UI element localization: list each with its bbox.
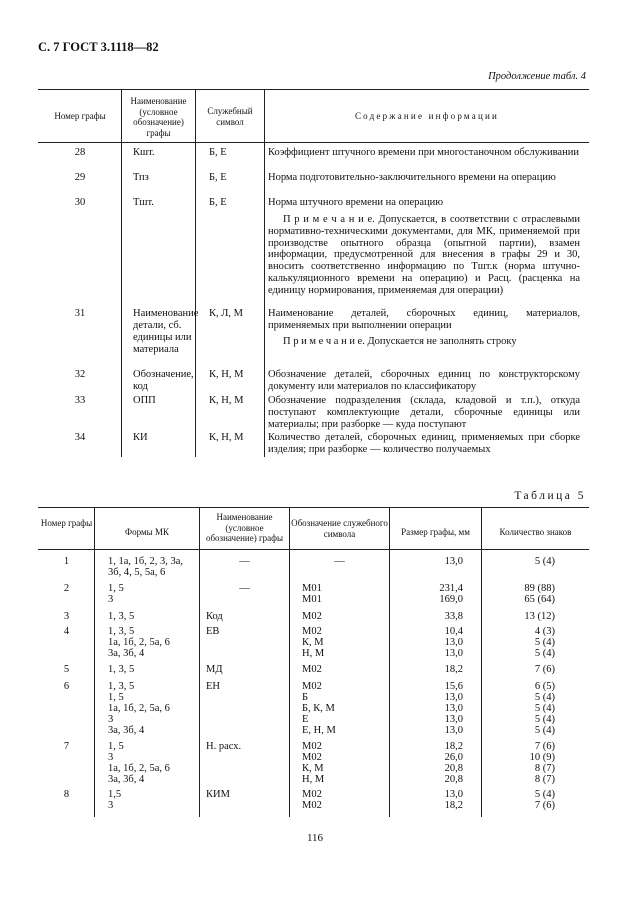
cell-line: 20,8 xyxy=(444,774,463,785)
cell-line: 1, 3, 5 xyxy=(108,611,135,622)
col-header: Наименование (условное обозначение) графы xyxy=(130,96,187,138)
row-symbol: К, Н, М xyxy=(209,395,244,406)
rule xyxy=(121,89,122,457)
cell-line: 7 xyxy=(63,741,70,752)
cell-line: 10,4 xyxy=(444,626,463,637)
row-symbol: К, Н, М xyxy=(209,432,244,443)
cell-counts xyxy=(483,681,555,736)
cell-forms xyxy=(108,664,198,675)
col-header: Номер графы xyxy=(40,518,93,528)
cell-line: Б xyxy=(302,692,309,703)
row-content: Норма штучного времени на операцию xyxy=(268,197,444,208)
row-number: 28 xyxy=(74,147,86,158)
note-text: Допускается не заполнять строку xyxy=(367,336,517,347)
row-number: 29 xyxy=(74,172,86,183)
cell-line: 5 (4) xyxy=(534,692,555,703)
cell-name xyxy=(206,789,288,800)
cell-line: 3 xyxy=(108,594,114,605)
cell-line: М02 xyxy=(302,681,322,692)
cell-line: 5 (4) xyxy=(534,648,555,659)
cell-line: 1а, 1б, 2, 5а, 6 xyxy=(108,637,170,648)
cell-line: 18,2 xyxy=(444,800,463,811)
cell-line: М02 xyxy=(302,626,322,637)
row-name: Тпз xyxy=(133,172,149,183)
row-note xyxy=(268,214,580,297)
cell-counts xyxy=(483,626,555,659)
cell-sizes xyxy=(391,583,463,605)
cell-num xyxy=(40,626,93,637)
cell-line: М02 xyxy=(302,741,322,752)
cell-line: 6 xyxy=(63,681,70,692)
table-continuation-label: Продолжение табл. 4 xyxy=(488,71,586,82)
cell-sizes xyxy=(391,626,463,659)
cell-line: М01 xyxy=(302,583,322,594)
cell-line: — xyxy=(334,556,345,567)
col-header: Количество знаков xyxy=(499,527,572,537)
cell-name xyxy=(206,611,288,622)
cell-counts xyxy=(483,611,555,622)
row-number: 30 xyxy=(74,197,86,208)
cell-sizes xyxy=(391,664,463,675)
note-label: П р и м е ч а н и е. xyxy=(283,336,365,347)
cell-line: 26,0 xyxy=(444,752,463,763)
cell-line: 13,0 xyxy=(444,692,463,703)
cell-num xyxy=(40,611,93,622)
row-number: 31 xyxy=(74,308,86,319)
cell-name xyxy=(201,583,288,594)
cell-line: М02 xyxy=(302,611,322,622)
cell-forms xyxy=(108,741,198,785)
cell-sizes xyxy=(391,556,463,567)
cell-line: 1 xyxy=(63,556,70,567)
cell-forms xyxy=(108,556,198,578)
cell-num xyxy=(40,741,93,752)
cell-line: 1,5 xyxy=(108,789,122,800)
row-content: Норма подготовительно-заключительного времени на операцию xyxy=(268,172,556,183)
row-content: Количество деталей, сборочных единиц, применяемых при сборке изделия; при разборке — количество получаемых xyxy=(268,432,580,455)
cell-line: 7 (6) xyxy=(534,800,555,811)
cell-line: 20,8 xyxy=(444,763,463,774)
note-text: Допускается, в соответствии с отраслевыми нормативно-техническими документами, для МК, применяемой при производстве опытного образца (опытной партии), взамен информации, предусмотренной для внесения в графы 29 и 30, вносить соответственно информацию по Тшт.к (норма штучно-калькуляционного времени на операцию) и Расц. (расценка на единицу нормирования, применяемая для операции) xyxy=(268,214,580,296)
cell-line: 1, 5 xyxy=(108,741,124,752)
cell-sizes xyxy=(391,789,463,811)
row-note xyxy=(268,336,580,348)
cell-line: М02 xyxy=(302,789,322,800)
cell-line: К, М xyxy=(302,637,324,648)
row-content: Коэффициент штучного времени при многостаночном обслуживании xyxy=(268,147,579,158)
cell-line: 3б, 4, 5, 5а, 6 xyxy=(108,567,166,578)
cell-line: 7 (6) xyxy=(534,741,555,752)
rule xyxy=(289,507,290,817)
cell-line: 13,0 xyxy=(444,714,463,725)
cell-symbols xyxy=(302,626,388,659)
col-header: Служебный символ xyxy=(207,106,253,127)
cell-line: 65 (64) xyxy=(524,594,555,605)
row-symbol: Б, Е xyxy=(209,197,227,208)
cell-line: 1, 5 xyxy=(108,583,124,594)
cell-line: 3а, 3б, 4 xyxy=(108,648,145,659)
cell-line: 169,0 xyxy=(439,594,463,605)
cell-name xyxy=(206,741,288,752)
row-content: Обозначение подразделения (склада, кладовой и т.п.), откуда поступают комплектующие детали, сборочные единицы или материалы; при разборке — куда поступают xyxy=(268,395,580,430)
cell-line: — xyxy=(239,583,250,594)
row-number: 34 xyxy=(74,432,86,443)
note-label: П р и м е ч а н и е. xyxy=(283,214,375,225)
cell-num xyxy=(40,664,93,675)
cell-line: 2 xyxy=(63,583,70,594)
cell-counts xyxy=(483,789,555,811)
cell-line: 1, 1а, 1б, 2, 3, 3а, xyxy=(108,556,184,567)
cell-line: Н. расх. xyxy=(206,741,242,752)
cell-line: 3 xyxy=(108,752,114,763)
row-content: Наименование деталей, сборочных единиц, материалов, применяемых при выполнении операции xyxy=(268,308,580,331)
cell-line: 3 xyxy=(108,800,114,811)
cell-line: ЕВ xyxy=(206,626,220,637)
cell-forms xyxy=(108,626,198,659)
cell-num xyxy=(40,583,93,594)
cell-name xyxy=(206,681,288,692)
col-header: Номер графы xyxy=(54,111,106,121)
cell-name xyxy=(201,556,288,567)
cell-line: 3а, 3б, 4 xyxy=(108,774,145,785)
rule xyxy=(38,549,589,550)
row-number: 33 xyxy=(74,395,86,406)
cell-line: 13 (12) xyxy=(524,611,555,622)
cell-counts xyxy=(483,741,555,785)
row-name: КИ xyxy=(133,432,148,443)
cell-line: КИМ xyxy=(206,789,230,800)
cell-counts xyxy=(483,583,555,605)
cell-line: 1, 5 xyxy=(108,692,124,703)
cell-line: 5 (4) xyxy=(534,789,555,800)
cell-line: 15,6 xyxy=(444,681,463,692)
rule xyxy=(389,507,390,817)
cell-line: 8 (7) xyxy=(534,763,555,774)
cell-line: 13,0 xyxy=(444,725,463,736)
cell-line: Б, К, М xyxy=(302,703,335,714)
cell-sizes xyxy=(391,681,463,736)
row-number: 32 xyxy=(74,369,86,380)
cell-line: 1, 3, 5 xyxy=(108,664,135,675)
cell-line: 18,2 xyxy=(444,741,463,752)
cell-line: 13,0 xyxy=(444,648,463,659)
page-header: С. 7 ГОСТ 3.1118—82 xyxy=(38,40,159,54)
cell-line: МД xyxy=(206,664,223,675)
cell-line: 3 xyxy=(63,611,70,622)
row-symbol: К, Л, М xyxy=(209,308,243,319)
cell-line: 13,0 xyxy=(444,789,463,800)
cell-symbols xyxy=(302,611,388,622)
cell-symbols xyxy=(302,583,388,605)
cell-line: Код xyxy=(206,611,223,622)
cell-symbols xyxy=(302,741,388,785)
rule xyxy=(94,507,95,817)
cell-line: 5 (4) xyxy=(534,703,555,714)
cell-line: 5 (4) xyxy=(534,714,555,725)
cell-line: Е, Н, М xyxy=(302,725,336,736)
cell-line: 8 xyxy=(63,789,70,800)
row-name: Наименование детали, сб. единицы или материала xyxy=(133,308,199,355)
cell-forms xyxy=(108,583,198,605)
row-name: Тшт. xyxy=(133,197,154,208)
cell-line: 7 (6) xyxy=(534,664,555,675)
row-name: ОПП xyxy=(133,395,156,406)
row-content: Обозначение деталей, сборочных единиц по конструкторскому документу или материалов по классификатору xyxy=(268,369,580,392)
cell-counts xyxy=(483,556,555,567)
cell-line: 231,4 xyxy=(439,583,463,594)
cell-counts xyxy=(483,664,555,675)
cell-name xyxy=(206,664,288,675)
cell-symbols xyxy=(291,556,388,567)
cell-line: 10 (9) xyxy=(529,752,555,763)
col-header: Формы МК xyxy=(125,527,169,537)
cell-line: 4 (3) xyxy=(534,626,555,637)
page-number: 116 xyxy=(306,832,324,844)
cell-forms xyxy=(108,681,198,736)
cell-line: ЕН xyxy=(206,681,220,692)
rule xyxy=(195,89,196,457)
cell-num xyxy=(40,556,93,567)
cell-name xyxy=(206,626,288,637)
rule xyxy=(481,507,482,817)
rule xyxy=(264,89,265,457)
row-name: Кшт. xyxy=(133,147,155,158)
cell-line: 18,2 xyxy=(444,664,463,675)
cell-forms xyxy=(108,789,198,811)
cell-line: 13,0 xyxy=(444,703,463,714)
cell-symbols xyxy=(302,681,388,736)
cell-line: 13,0 xyxy=(444,637,463,648)
cell-sizes xyxy=(391,611,463,622)
table-5-title: Таблица 5 xyxy=(514,490,586,502)
cell-line: М02 xyxy=(302,800,322,811)
cell-num xyxy=(40,789,93,800)
cell-line: 3 xyxy=(108,714,114,725)
row-symbol: Б, Е xyxy=(209,172,227,183)
cell-line: 5 (4) xyxy=(534,725,555,736)
cell-line: Е xyxy=(302,714,309,725)
cell-line: Н, М xyxy=(302,648,325,659)
cell-line: 5 (4) xyxy=(534,637,555,648)
cell-line: К, М xyxy=(302,763,324,774)
cell-line: 4 xyxy=(63,626,70,637)
cell-sizes xyxy=(391,741,463,785)
cell-line: 8 (7) xyxy=(534,774,555,785)
cell-line: 1, 3, 5 xyxy=(108,626,135,637)
cell-line: 1а, 1б, 2, 5а, 6 xyxy=(108,763,170,774)
cell-line: 33,8 xyxy=(444,611,463,622)
cell-line: Н, М xyxy=(302,774,325,785)
cell-line: 6 (5) xyxy=(534,681,555,692)
col-header: Содержание информации xyxy=(354,111,499,121)
row-symbol: К, Н, М xyxy=(209,369,244,380)
col-header: Размер графы, мм xyxy=(401,527,470,537)
cell-forms xyxy=(108,611,198,622)
rule xyxy=(199,507,200,817)
cell-line: 13,0 xyxy=(444,556,463,567)
cell-line: 5 xyxy=(63,664,70,675)
cell-line: 1, 3, 5 xyxy=(108,681,135,692)
cell-line: М02 xyxy=(302,664,322,675)
cell-num xyxy=(40,681,93,692)
cell-line: 3а, 3б, 4 xyxy=(108,725,145,736)
row-name: Обозначение, код xyxy=(133,369,194,392)
cell-line: 89 (88) xyxy=(524,583,555,594)
cell-line: 5 (4) xyxy=(534,556,555,567)
cell-symbols xyxy=(302,789,388,811)
cell-symbols xyxy=(302,664,388,675)
col-header: Обозначение служебного символа xyxy=(291,518,388,539)
cell-line: — xyxy=(239,556,250,567)
cell-line: 1а, 1б, 2, 5а, 6 xyxy=(108,703,170,714)
rule xyxy=(38,507,589,508)
col-header: Наименование (условное обозначение) графы xyxy=(205,512,284,543)
cell-line: М02 xyxy=(302,752,322,763)
cell-line: М01 xyxy=(302,594,322,605)
row-symbol: Б, Е xyxy=(209,147,227,158)
